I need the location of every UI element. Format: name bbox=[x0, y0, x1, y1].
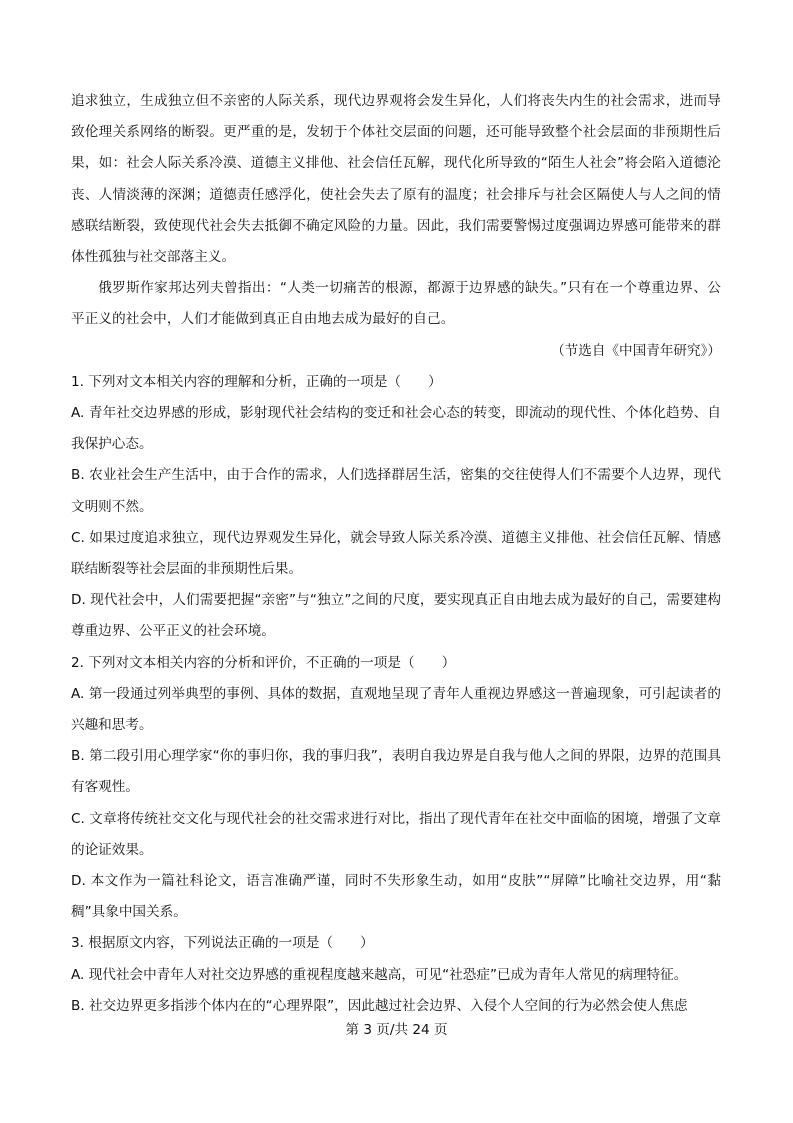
question-option: C. 如果过度追求独立，现代边界观发生异化，就会导致人际关系冷漠、道德主义排他、社会信任瓦解、情感联结断裂等社会层面的非预期性后果。 bbox=[71, 529, 721, 578]
question-1 bbox=[71, 367, 721, 648]
question-option: B. 第二段引用心理学家“你的事归你，我的事归我”，表明自我边界是自我与他人之间的界限，边界的范围具有客观性。 bbox=[71, 748, 721, 796]
question-option: A. 现代社会中青年人对社交边界感的重视程度越来越高，可见“社恐症”已成为青年人常见的病理特征。 bbox=[71, 966, 688, 983]
question-option: D. 现代社会中，人们需要把握“亲密”与“独立”之间的尺度，要实现真正自由地去成为最好的自己，需要建构尊重边界、公平正义的社会环境。 bbox=[71, 592, 721, 640]
document-body bbox=[71, 86, 721, 1022]
page-number: 第 3 页/共 24 页 bbox=[345, 1022, 448, 1038]
question-option: D. 本文作为一篇社科论文，语言准确严谨，同时不失形象生动，如用“皮肤”“屏障”比喻社交边界，用“黏稠”具象中国关系。 bbox=[71, 873, 721, 921]
question-option: B. 社交边界更多指涉个体内在的“心理界限”，因此越过社会边界、入侵个人空间的行为必然会使人焦虑 bbox=[71, 997, 688, 1014]
question-stem: 2. 下列对文本相关内容的分析和评价，不正确的一项是（ ） bbox=[71, 654, 456, 671]
question-option: A. 第一段通过列举典型的事例、具体的数据，直观地呈现了青年人重视边界感这一普遍现象，可引起读者的兴趣和思考。 bbox=[71, 685, 721, 734]
question-2 bbox=[71, 648, 721, 929]
question-stem: 3. 根据原文内容，下列说法正确的一项是（ ） bbox=[71, 935, 374, 952]
question-option: B. 农业社会生产生活中，由于合作的需求，人们选择群居生活，密集的交往使得人们不需要个人边界，现代文明则不然。 bbox=[71, 467, 721, 515]
passage-paragraph-1: 追求独立，生成独立但不亲密的人际关系，现代边界观将会发生异化，人们将丧失内生的社会需求，进而导致伦理关系网络的断裂。更严重的是，发轫于个体社交层面的问题，还可能导致整个社会层面的非预期性后果，如：社会人际关系冷漠、道德主义排他、社会信任瓦解，现代化所导致的“陌生人社会”将会陷入道德沦丧、人情淡薄的深渊；道德责任感浮化，使社会失去了原有的温度；社会排斥与社会区隔使人与人之间的情感联结断裂，致使现代社会失去抵御不确定风险的力量。因此，我们需要警惕过度强调边界感可能带来的群体性孤独与社交部落主义。 bbox=[71, 93, 721, 266]
question-stem: 1. 下列对文本相关内容的理解和分析，正确的一项是（ ） bbox=[71, 373, 442, 390]
question-3 bbox=[71, 928, 721, 1022]
question-option: A. 青年社交边界感的形成，影射现代社会结构的变迁和社会心态的转变，即流动的现代性、个体化趋势、自我保护心态。 bbox=[71, 405, 721, 453]
question-option: C. 文章将传统社交文化与现代社会的社交需求进行对比，指出了现代青年在社交中面临的困境，增强了文章的论证效果。 bbox=[71, 810, 721, 858]
passage-source: （节选自《中国青年研究》） bbox=[551, 342, 721, 359]
passage-paragraph-2: 俄罗斯作家邦达列夫曾指出：“人类一切痛苦的根源，都源于边界感的缺失。”只有在一个尊重边界、公平正义的社会中，人们才能做到真正自由地去成为最好的自己。 bbox=[71, 280, 721, 328]
